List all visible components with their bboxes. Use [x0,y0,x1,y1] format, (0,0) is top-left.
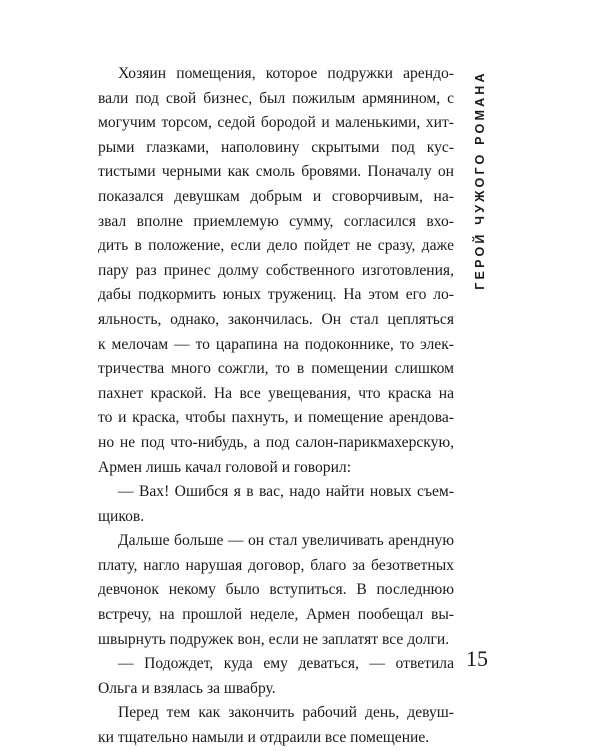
text-line: дабы подкормить юных тружениц. На этом его ло- [98,286,454,304]
text-line: Хозяин помещения, которое подружки арендо- [118,65,454,82]
text-line: пахнет краской. На все увещевания, что краска на [98,384,454,402]
text-line: — Вах! Ошибся я в вас, надо найти новых съем- [118,483,454,501]
text-line: ки тщательно намыли и отдраили все помещение. [98,729,430,747]
text-line: — Подождет, куда ему деваться, — ответила [118,655,454,673]
text-line: дить в положение, если дело пойдет не сразу, даже [98,237,454,255]
text-line: то и краска, чтобы пахнуть, и помещение арендова- [98,409,454,427]
page-number: 15 [466,646,488,671]
text-line: к мелочам — то царапина на подоконнике, то элек- [98,335,454,353]
text-line: Перед тем как закончить рабочий день, девуш- [118,704,454,722]
text-line: могучим торсом, седой бородой и маленькими, хит- [98,114,454,132]
text-line: яльность, однако, закончилась. Он стал цепляться [98,310,454,328]
text-line: Армен лишь качал головой и говорил: [98,458,352,476]
text-line: Дальше больше — он стал увеличивать арендную [118,532,454,550]
text-line: пару раз принес долму собственного изготовления, [98,261,454,279]
running-head-title: ГЕРОЙ ЧУЖОГО РОМАНА [473,70,487,290]
text-line: встречу, на прошлой неделе, Армен пообещал вы- [98,606,454,624]
text-line: рыми глазками, наполовину скрытыми под кус- [98,138,454,156]
body-text [98,62,454,751]
text-line: плату, нагло нарушая договор, благо за безответных [98,556,454,574]
text-line: щиков. [98,507,145,525]
text-line: швырнуть подружек вон, если не заплатят все долги. [98,630,450,648]
text-line: вали под свой бизнес, был пожилым армянином, с [98,89,454,107]
text-line: тричества много сожгли, то в помещении слишком [98,360,454,378]
text-line: Ольга и взялась за швабру. [98,679,276,697]
running-head [468,62,492,298]
text-line: но не под что-нибудь, а под салон-парикмахерскую, [98,433,454,451]
text-line: девчонок некому было вступиться. В последнюю [98,581,454,599]
text-line: показался девушкам добрым и сговорчивым, на- [98,187,454,205]
text-line: звал вполне приемлемую сумму, согласился вхо- [98,212,454,230]
text-line: тистыми черными как смоль бровями. Поначалу он [98,163,454,181]
